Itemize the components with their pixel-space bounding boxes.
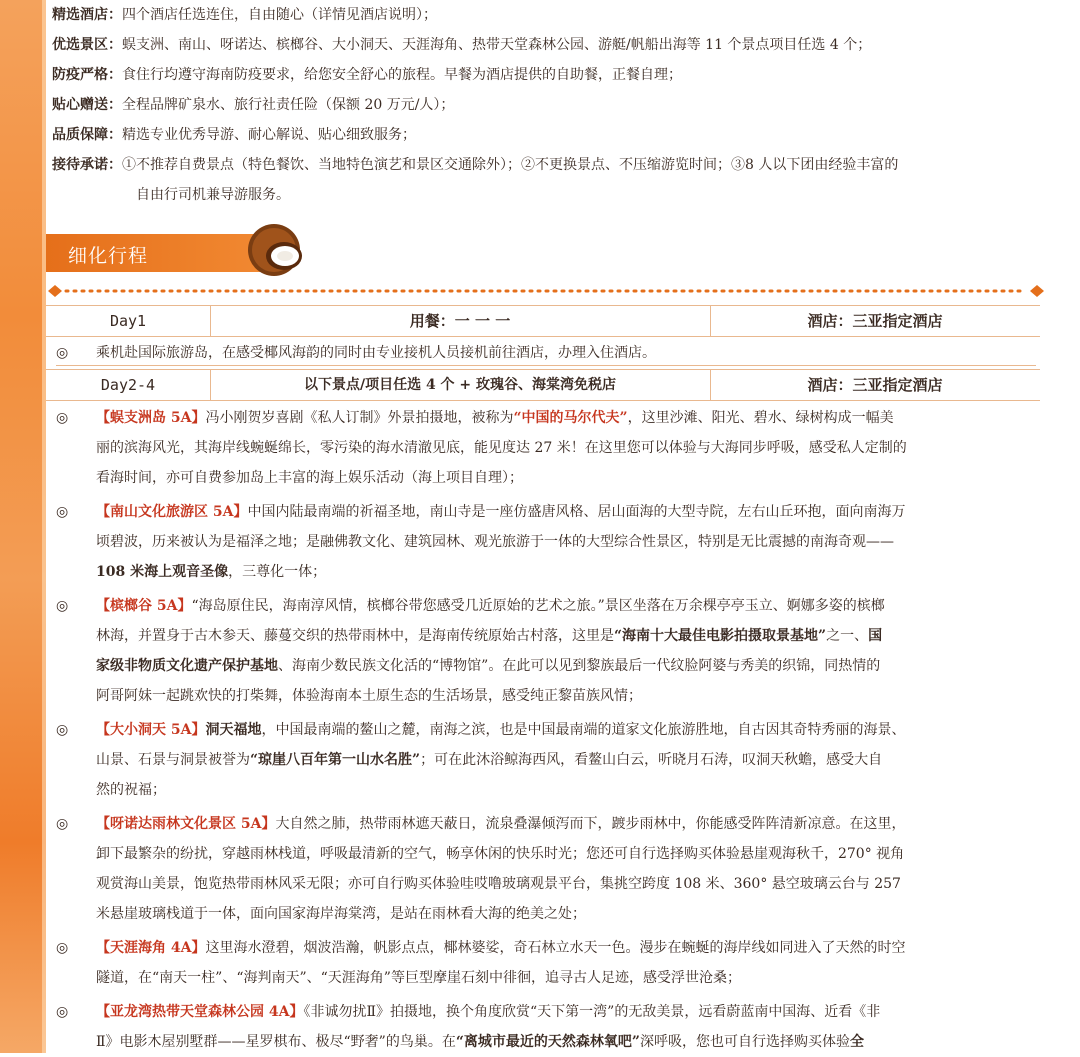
text-segment: 108 米海上观音圣像 [96,564,229,580]
day1-row [46,305,1040,337]
attraction-text [96,403,1032,493]
day1-meal: 用餐：一 一 一 [210,306,711,336]
text-segment: ，三尊化一体； [228,564,327,580]
intro-text: ①不推荐自费景点（特色餐饮、当地特色演艺和景区交通除外）；②不更换景点、不压缩游览时间；③8 人以下团由经验丰富的 [122,157,899,173]
text-line: 丽的滨海风光，其海岸线蜿蜒绵长，零污染的海水清澈见底，能见度达 27 米！在这里您可以体验与大海同步呼吸，感受私人定制的 [96,440,907,456]
intro-key: 接待承诺： [52,157,122,173]
text-segment: Ⅱ》电影木屋别墅群——星罗棋布、极尽“野奢”的鸟巢。在 [96,1034,456,1050]
day2-hotel: 酒店：三亚指定酒店 [807,376,943,394]
attraction-text [96,933,1032,993]
text-line: 顷碧波，历来被认为是福泽之地；是融佛教文化、建筑园林、观光旅游于一体的大型综合性景区，特别是无比震撼的南海奇观—— [96,534,894,550]
day1-description: ◎ 乘机赴国际旅游岛，在感受椰风海韵的同时由专业接机人员接机前往酒店，办理入住酒店。 [56,341,1036,366]
intro-text: 蜈支洲、南山、呀诺达、槟榔谷、大小洞天、天涯海角、热带天堂森林公园、游艇/帆船出海等 11 个景点项目任选 4 个； [122,37,872,53]
text-segment: 国 [868,628,883,644]
intro-line [52,90,1042,120]
day2-meal: 以下景点/项目任选 4 个 + 玫瑰谷、海棠湾免税店 [210,370,711,400]
day2-row [46,369,1040,401]
text-line: 米悬崖玻璃栈道于一体，面向国家海岸海棠湾，是站在雨林看大海的绝美之处； [96,906,586,922]
text-segment: 【大小洞天 5A】 [96,722,206,738]
section-title: 细化行程 [68,245,149,267]
text-segment: 中国内陆最南端的祈福圣地，南山寺是一座仿盛唐风格、居山面海的大型寺院，左右山丘环抱，面向南海万 [247,504,906,520]
text-segment: 大自然之肺，热带雨林遮天蔽日，流泉叠瀑倾泻而下，踱步雨林中，你能感受阵阵清新凉意。在这里， [275,816,906,832]
text-segment: ，中国最南端的鳌山之麓，南海之滨，也是中国最南端的道家文化旅游胜地，自古因其奇特秀丽的海景、 [261,722,906,738]
intro-text: 四个酒店任选连住，自由随心（详情见酒店说明）； [122,7,437,23]
intro-section [52,0,1042,210]
text-segment: “离城市最近的天然森林氧吧” [455,1034,640,1050]
coconut-icon [244,218,308,282]
text-segment: “海岛原住民，海南淳风情，槟榔谷带您感受几近原始的艺术之旅。”景区坐落在万余棵亭亭玉立、婀娜多姿的槟榔 [191,598,885,614]
attraction-text [96,591,1032,711]
intro-key: 品质保障： [52,127,122,143]
text-segment: 山景、石景与洞景被誉为 [96,752,250,768]
intro-text: 食住行均遵守海南防疫要求，给您安全舒心的旅程。早餐为酒店提供的自助餐，正餐自理； [122,67,682,83]
text-line: 隧道，在“南天一柱”、“海判南天”、“天涯海角”等巨型摩崖石刻中徘徊，追寻古人足迹，感受浮世沧桑； [96,970,741,986]
intro-line [52,60,1042,90]
text-segment: 【槟榔谷 5A】 [96,598,192,614]
text-line: 卸下最繁杂的纷扰，穿越雨林栈道，呼吸最清新的空气，畅享休闲的快乐时光；您还可自行选择购买体验悬崖观海秋千，270° 视角 [96,846,905,862]
intro-line [52,0,1042,30]
text-segment: 深呼吸，您也可自行选择购买体验 [639,1034,850,1050]
intro-text: 精选专业优秀导游、耐心解说、贴心细致服务； [122,127,416,143]
attraction-text [96,997,1032,1057]
text-segment: 【蜈支洲岛 5A】 [96,410,206,426]
text-line: 观赏海山美景，饱览热带雨林风采无限；亦可自行购买体验哇哎噜玻璃观景平台，集挑空跨度 108 米、360° 悬空玻璃云台与 257 [96,876,901,892]
section-header [46,230,306,276]
text-segment: 冯小刚贺岁喜剧《私人订制》外景拍摄地，被称为 [205,410,514,426]
text-segment: “海南十大最佳电影拍摄取景基地” [614,628,827,644]
text-segment: 全 [849,1034,864,1050]
bullet-mark: ◎ [56,598,69,614]
bullet-mark: ◎ [56,345,69,361]
text-segment: “中国的马尔代夫” [513,410,628,426]
text-line: 看海时间，亦可自费参加岛上丰富的海上娱乐活动（海上项目自理）； [96,470,523,486]
bullet-mark: ◎ [56,816,69,832]
attraction-text [96,809,1032,929]
text-segment: 【南山文化旅游区 5A】 [96,504,248,520]
text-segment: ，这里沙滩、阳光、碧水、绿树构成一幅美 [627,410,894,426]
decorative-left-strip [0,0,46,1053]
bullet-mark: ◎ [56,504,69,520]
text-segment: 【呀诺达雨林文化景区 5A】 [96,816,276,832]
text-line: 阿哥阿妹一起跳欢快的打柴舞，体验海南本土原生态的生活场景，感受纯正黎苗族风情； [96,688,642,704]
text-segment: 、海南少数民族文化活的“博物馆”。在此可以见到黎族最后一代纹脸阿婆与秀美的织锦，同热情的 [278,658,881,674]
attraction-text [96,497,1032,587]
bullet-mark: ◎ [56,1004,69,1020]
intro-text: 全程品牌矿泉水、旅行社责任险（保额 20 万元/人）； [122,97,455,113]
text-segment: 洞天福地 [205,722,262,738]
intro-line [52,120,1042,150]
text-segment: 《非诚勿扰Ⅱ》拍摄地，换个角度欣赏“天下第一湾”的无敌美景，远看蔚蓝南中国海、近看《非 [303,1004,881,1020]
day1-hotel: 酒店：三亚指定酒店 [807,312,943,330]
text-segment: “琼崖八百年第一山水名胜” [250,752,421,768]
intro-key: 优选景区： [52,37,122,53]
text-segment: ；可在此沐浴鲸海西风，看鳌山白云，听晓月石涛，叹洞天秋蟾，感受大自 [420,752,883,768]
text-segment: 【亚龙湾热带天堂森林公园 4A】 [96,1004,304,1020]
intro-key: 防疫严格： [52,67,122,83]
day2-label: Day2-4 [46,370,211,400]
text-segment: 这里海水澄碧，烟波浩瀚，帆影点点，椰林婆娑，奇石林立水天一色。漫步在蜿蜒的海岸线如同进入了天然的时空 [205,940,906,956]
day1-label: Day1 [46,306,211,336]
bullet-mark: ◎ [56,940,69,956]
intro-key: 贴心赠送： [52,97,122,113]
text-segment: 家级非物质文化遗产保护基地 [96,658,278,674]
intro-line [52,30,1042,60]
intro-continuation: 自由行司机兼导游服务。 [136,187,290,203]
text-segment: 之一、 [826,628,869,644]
intro-list [52,0,1042,210]
bullet-mark: ◎ [56,722,69,738]
bullet-mark: ◎ [56,410,69,426]
text-line: 然的祝福； [96,782,166,798]
text-segment: 【天涯海角 4A】 [96,940,206,956]
dotted-divider [48,285,1044,297]
attraction-text [96,715,1032,805]
text-segment: 林海，并置身于古木参天、藤蔓交织的热带雨林中，是海南传统原始古村落，这里是 [96,628,614,644]
intro-key: 精选酒店： [52,7,122,23]
intro-line [52,150,1042,180]
